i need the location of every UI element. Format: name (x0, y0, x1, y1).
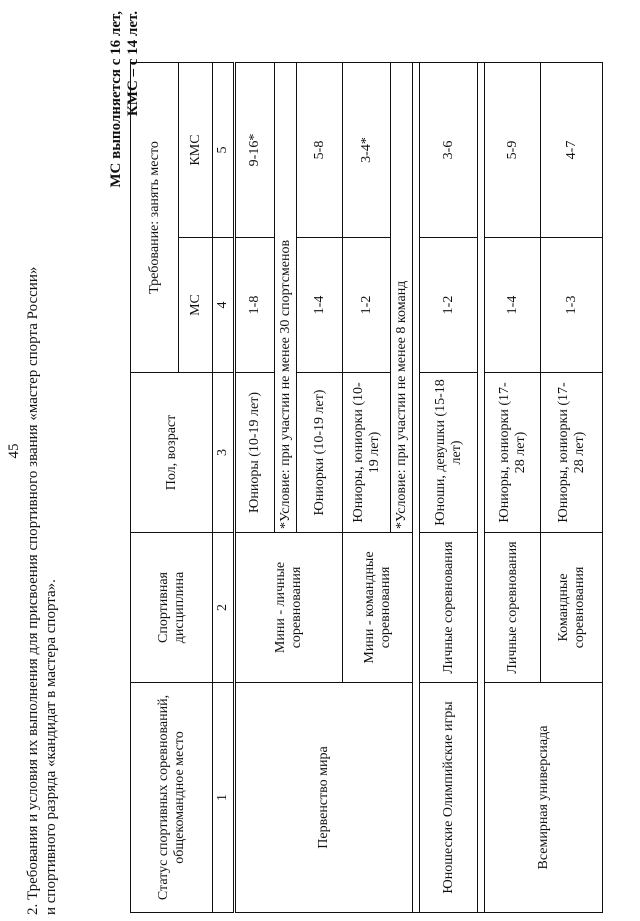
kms-cell: 4-7 (541, 63, 603, 238)
header-requirement: Требование: занять место (131, 63, 179, 373)
condition-text: *Условие: при участии не менее 30 спортсменов (275, 63, 297, 533)
header-sex-age: Пол, возраст (131, 373, 213, 533)
ms-cell: 1-2 (420, 238, 478, 373)
discipline-cell: Личные соревнования (420, 533, 478, 683)
sex-age-cell: Юниоры (10-19 лет) (235, 373, 275, 533)
kms-cell: 5-9 (485, 63, 541, 238)
status-cell: Юношеские Олимпийские игры (420, 683, 478, 913)
discipline-cell: Мини - личные соревнования (235, 533, 343, 683)
page-number: 45 (6, 443, 22, 459)
sex-age-cell: Юниоры, юниорки (17-28 лет) (485, 373, 541, 533)
kms-cell: 3-4* (343, 63, 391, 238)
ms-cell: 1-3 (541, 238, 603, 373)
sex-age-cell: Юниорки (10-19 лет) (297, 373, 343, 533)
col-number-4: 4 (213, 238, 235, 373)
heading (24, 35, 60, 915)
age-note: МС выполняется с 16 лет, КМС – с 14 лет. (108, 11, 141, 188)
condition-text: *Условие: при участии не менее 8 команд (391, 63, 413, 533)
kms-cell: 9-16* (235, 63, 275, 238)
col-number-3: 3 (213, 373, 235, 533)
sex-age-cell: Юниоры, юниорки (17-28 лет) (541, 373, 603, 533)
requirements-table (130, 62, 603, 913)
table-row (420, 63, 478, 913)
col-number-5: 5 (213, 63, 235, 238)
ms-cell: 1-2 (343, 238, 391, 373)
discipline-cell: Мини - командные соревнования (343, 533, 413, 683)
kms-cell: 5-8 (297, 63, 343, 238)
header-kms: КМС (179, 63, 213, 238)
header-ms: МС (179, 238, 213, 373)
ms-cell: 1-4 (485, 238, 541, 373)
header-discipline: Спортивная дисциплина (131, 533, 213, 683)
sex-age-cell: Юноши, девушки (15-18 лет) (420, 373, 478, 533)
status-cell: Первенство мира (235, 683, 413, 913)
table-row (485, 63, 541, 913)
col-number-2: 2 (213, 533, 235, 683)
discipline-cell: Командные соревнования (541, 533, 603, 683)
kms-cell: 3-6 (420, 63, 478, 238)
header-status: Статус спортивных соревнований, общекомандное место (131, 683, 213, 913)
status-cell: Всемирная универсиада (485, 683, 603, 913)
table-row (235, 63, 275, 913)
heading-line-1: 2. Требования и условия их выполнения для присвоения спортивного звания «мастер спорта России» (25, 266, 41, 915)
ms-cell: 1-8 (235, 238, 275, 373)
col-number-1: 1 (213, 683, 235, 913)
sex-age-cell: Юниоры, юниорки (10-19 лет) (343, 373, 391, 533)
discipline-cell: Личные соревнования (485, 533, 541, 683)
heading-line-2: и спортивного разряда «кандидат в мастера спорта». (43, 579, 59, 915)
ms-cell: 1-4 (297, 238, 343, 373)
